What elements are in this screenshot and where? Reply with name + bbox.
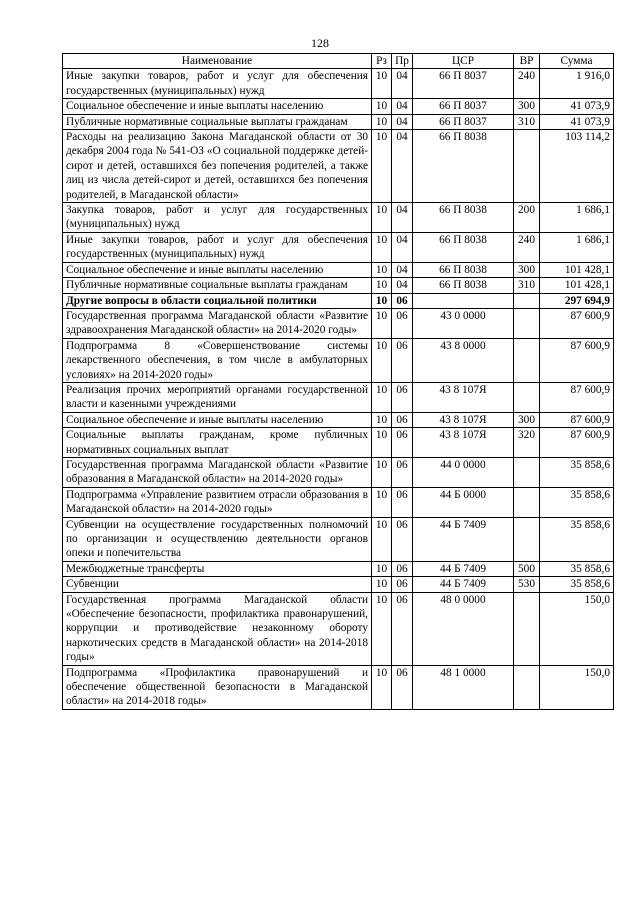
header-rz: Рз [372,54,392,69]
cell-vr: 310 [514,278,540,293]
cell-csr: 44 Б 7409 [413,561,514,576]
cell-name: Подпрограмма «Профилактика правонарушений и обеспечение общественной безопасности в Магаданской области» на 2014-2018 годы» [63,665,372,709]
cell-pr: 06 [392,577,413,592]
cell-pr: 04 [392,69,413,99]
table-row [63,203,614,233]
cell-sum: 87 600,9 [540,338,614,382]
cell-name: Государственная программа Магаданской области «Развитие образования в Магаданской области» на 2014-2020 годы» [63,457,372,487]
cell-rz: 10 [372,99,392,114]
cell-vr [514,517,540,561]
cell-name: Государственная программа Магаданской области «Развитие здравоохранения Магаданской области» на 2014-2020 годы» [63,308,372,338]
table-row [63,382,614,412]
cell-csr: 66 П 8038 [413,130,514,203]
table-row [63,130,614,203]
cell-name: Публичные нормативные социальные выплаты гражданам [63,114,372,129]
cell-name: Межбюджетные трансферты [63,561,372,576]
cell-name: Социальные выплаты гражданам, кроме публичных нормативных социальных выплат [63,428,372,458]
table-row [63,338,614,382]
cell-rz: 10 [372,487,392,517]
cell-sum: 87 600,9 [540,412,614,427]
cell-pr: 06 [392,561,413,576]
table-row [63,293,614,308]
cell-vr [514,130,540,203]
cell-sum: 1 686,1 [540,232,614,262]
table-row [63,561,614,576]
cell-pr: 04 [392,262,413,277]
cell-vr [514,293,540,308]
cell-vr: 300 [514,99,540,114]
cell-rz: 10 [372,412,392,427]
cell-pr: 06 [392,382,413,412]
cell-name: Социальное обеспечение и иные выплаты населению [63,99,372,114]
cell-sum: 87 600,9 [540,308,614,338]
cell-sum: 41 073,9 [540,114,614,129]
cell-vr: 310 [514,114,540,129]
header-row [63,54,614,69]
cell-csr: 43 8 107Я [413,428,514,458]
cell-name: Субвенции [63,577,372,592]
cell-name: Подпрограмма «Управление развитием отрасли образования в Магаданской области» на 2014-2020 годы» [63,487,372,517]
cell-sum: 101 428,1 [540,262,614,277]
cell-vr: 320 [514,428,540,458]
cell-csr: 44 Б 7409 [413,517,514,561]
cell-pr: 06 [392,665,413,709]
table-row [63,412,614,427]
cell-vr: 200 [514,203,540,233]
table-row [63,517,614,561]
cell-vr [514,338,540,382]
cell-rz: 10 [372,114,392,129]
cell-name: Расходы на реализацию Закона Магаданской области от 30 декабря 2004 года № 541-ОЗ «О социальной поддержке детей-сирот и детей, оставшихся без попечения родителей, а также лиц из числа детей-сирот и детей, оставшихся без попечения родителей, в Магаданской области» [63,130,372,203]
cell-csr: 43 8 107Я [413,412,514,427]
cell-csr [413,293,514,308]
cell-csr: 66 П 8038 [413,262,514,277]
cell-sum: 1 686,1 [540,203,614,233]
header-vr: ВР [514,54,540,69]
cell-vr [514,457,540,487]
cell-csr: 66 П 8037 [413,69,514,99]
table-row [63,114,614,129]
cell-pr: 06 [392,428,413,458]
cell-name: Субвенции на осуществление государственных полномочий по организации и осуществлению деятельности органов опеки и попечительства [63,517,372,561]
cell-pr: 06 [392,592,413,665]
cell-csr: 66 П 8037 [413,114,514,129]
cell-rz: 10 [372,577,392,592]
header-csr: ЦСР [413,54,514,69]
cell-rz: 10 [372,262,392,277]
cell-sum: 35 858,6 [540,577,614,592]
header-name: Наименование [63,54,372,69]
cell-pr: 06 [392,338,413,382]
cell-vr [514,308,540,338]
cell-csr: 43 8 0000 [413,338,514,382]
cell-vr: 530 [514,577,540,592]
cell-rz: 10 [372,338,392,382]
cell-vr: 500 [514,561,540,576]
cell-csr: 66 П 8037 [413,99,514,114]
cell-name: Иные закупки товаров, работ и услуг для обеспечения государственных (муниципальных) нужд [63,232,372,262]
cell-sum: 150,0 [540,592,614,665]
table-row [63,457,614,487]
table-row [63,69,614,99]
cell-csr: 66 П 8038 [413,232,514,262]
cell-vr [514,382,540,412]
table-row [63,99,614,114]
cell-rz: 10 [372,69,392,99]
table-row [63,428,614,458]
cell-csr: 44 0 0000 [413,457,514,487]
cell-sum: 1 916,0 [540,69,614,99]
cell-name: Подпрограмма 8 «Совершенствование системы лекарственного обеспечения, в том числе в амбулаторных условиях» на 2014-2020 годы» [63,338,372,382]
cell-sum: 35 858,6 [540,517,614,561]
table-row [63,592,614,665]
table-row [63,665,614,709]
cell-pr: 04 [392,278,413,293]
cell-csr: 66 П 8038 [413,278,514,293]
header-pr: Пр [392,54,413,69]
header-sum: Сумма [540,54,614,69]
cell-rz: 10 [372,457,392,487]
cell-name: Государственная программа Магаданской области «Обеспечение безопасности, профилактика правонарушений, коррупции и противодействие незаконному обороту наркотических средств в Магаданской области» на 2014-2018 годы» [63,592,372,665]
cell-pr: 04 [392,203,413,233]
cell-sum: 101 428,1 [540,278,614,293]
cell-csr: 66 П 8038 [413,203,514,233]
cell-vr: 300 [514,412,540,427]
table-row [63,487,614,517]
cell-pr: 06 [392,487,413,517]
cell-vr: 300 [514,262,540,277]
page-number: 128 [311,36,329,50]
cell-sum: 41 073,9 [540,99,614,114]
cell-pr: 06 [392,457,413,487]
cell-name: Другие вопросы в области социальной политики [63,293,372,308]
cell-vr [514,487,540,517]
cell-rz: 10 [372,382,392,412]
cell-pr: 06 [392,517,413,561]
table-row [63,278,614,293]
cell-csr: 43 8 107Я [413,382,514,412]
cell-csr: 48 1 0000 [413,665,514,709]
cell-pr: 04 [392,130,413,203]
budget-table [62,53,614,710]
cell-vr [514,592,540,665]
cell-name: Закупка товаров, работ и услуг для государственных (муниципальных) нужд [63,203,372,233]
cell-csr: 43 0 0000 [413,308,514,338]
cell-name: Социальное обеспечение и иные выплаты населению [63,262,372,277]
cell-name: Публичные нормативные социальные выплаты гражданам [63,278,372,293]
cell-pr: 04 [392,99,413,114]
cell-pr: 06 [392,293,413,308]
cell-rz: 10 [372,308,392,338]
cell-sum: 297 694,9 [540,293,614,308]
cell-vr [514,665,540,709]
cell-rz: 10 [372,665,392,709]
cell-name: Иные закупки товаров, работ и услуг для обеспечения государственных (муниципальных) нужд [63,69,372,99]
cell-rz: 10 [372,561,392,576]
cell-rz: 10 [372,203,392,233]
cell-csr: 48 0 0000 [413,592,514,665]
cell-sum: 150,0 [540,665,614,709]
table-row [63,308,614,338]
cell-pr: 06 [392,308,413,338]
cell-sum: 35 858,6 [540,561,614,576]
cell-rz: 10 [372,428,392,458]
cell-sum: 103 114,2 [540,130,614,203]
cell-name: Реализация прочих мероприятий органами государственной власти и казенными учреждениями [63,382,372,412]
cell-sum: 35 858,6 [540,457,614,487]
cell-csr: 44 Б 0000 [413,487,514,517]
cell-csr: 44 Б 7409 [413,577,514,592]
cell-pr: 04 [392,114,413,129]
cell-name: Социальное обеспечение и иные выплаты населению [63,412,372,427]
cell-pr: 04 [392,232,413,262]
table-row [63,262,614,277]
cell-pr: 06 [392,412,413,427]
cell-rz: 10 [372,592,392,665]
cell-rz: 10 [372,130,392,203]
cell-rz: 10 [372,232,392,262]
cell-vr: 240 [514,69,540,99]
cell-sum: 35 858,6 [540,487,614,517]
cell-rz: 10 [372,278,392,293]
table-row [63,577,614,592]
cell-vr: 240 [514,232,540,262]
cell-sum: 87 600,9 [540,428,614,458]
cell-rz: 10 [372,517,392,561]
cell-sum: 87 600,9 [540,382,614,412]
table-row [63,232,614,262]
cell-rz: 10 [372,293,392,308]
